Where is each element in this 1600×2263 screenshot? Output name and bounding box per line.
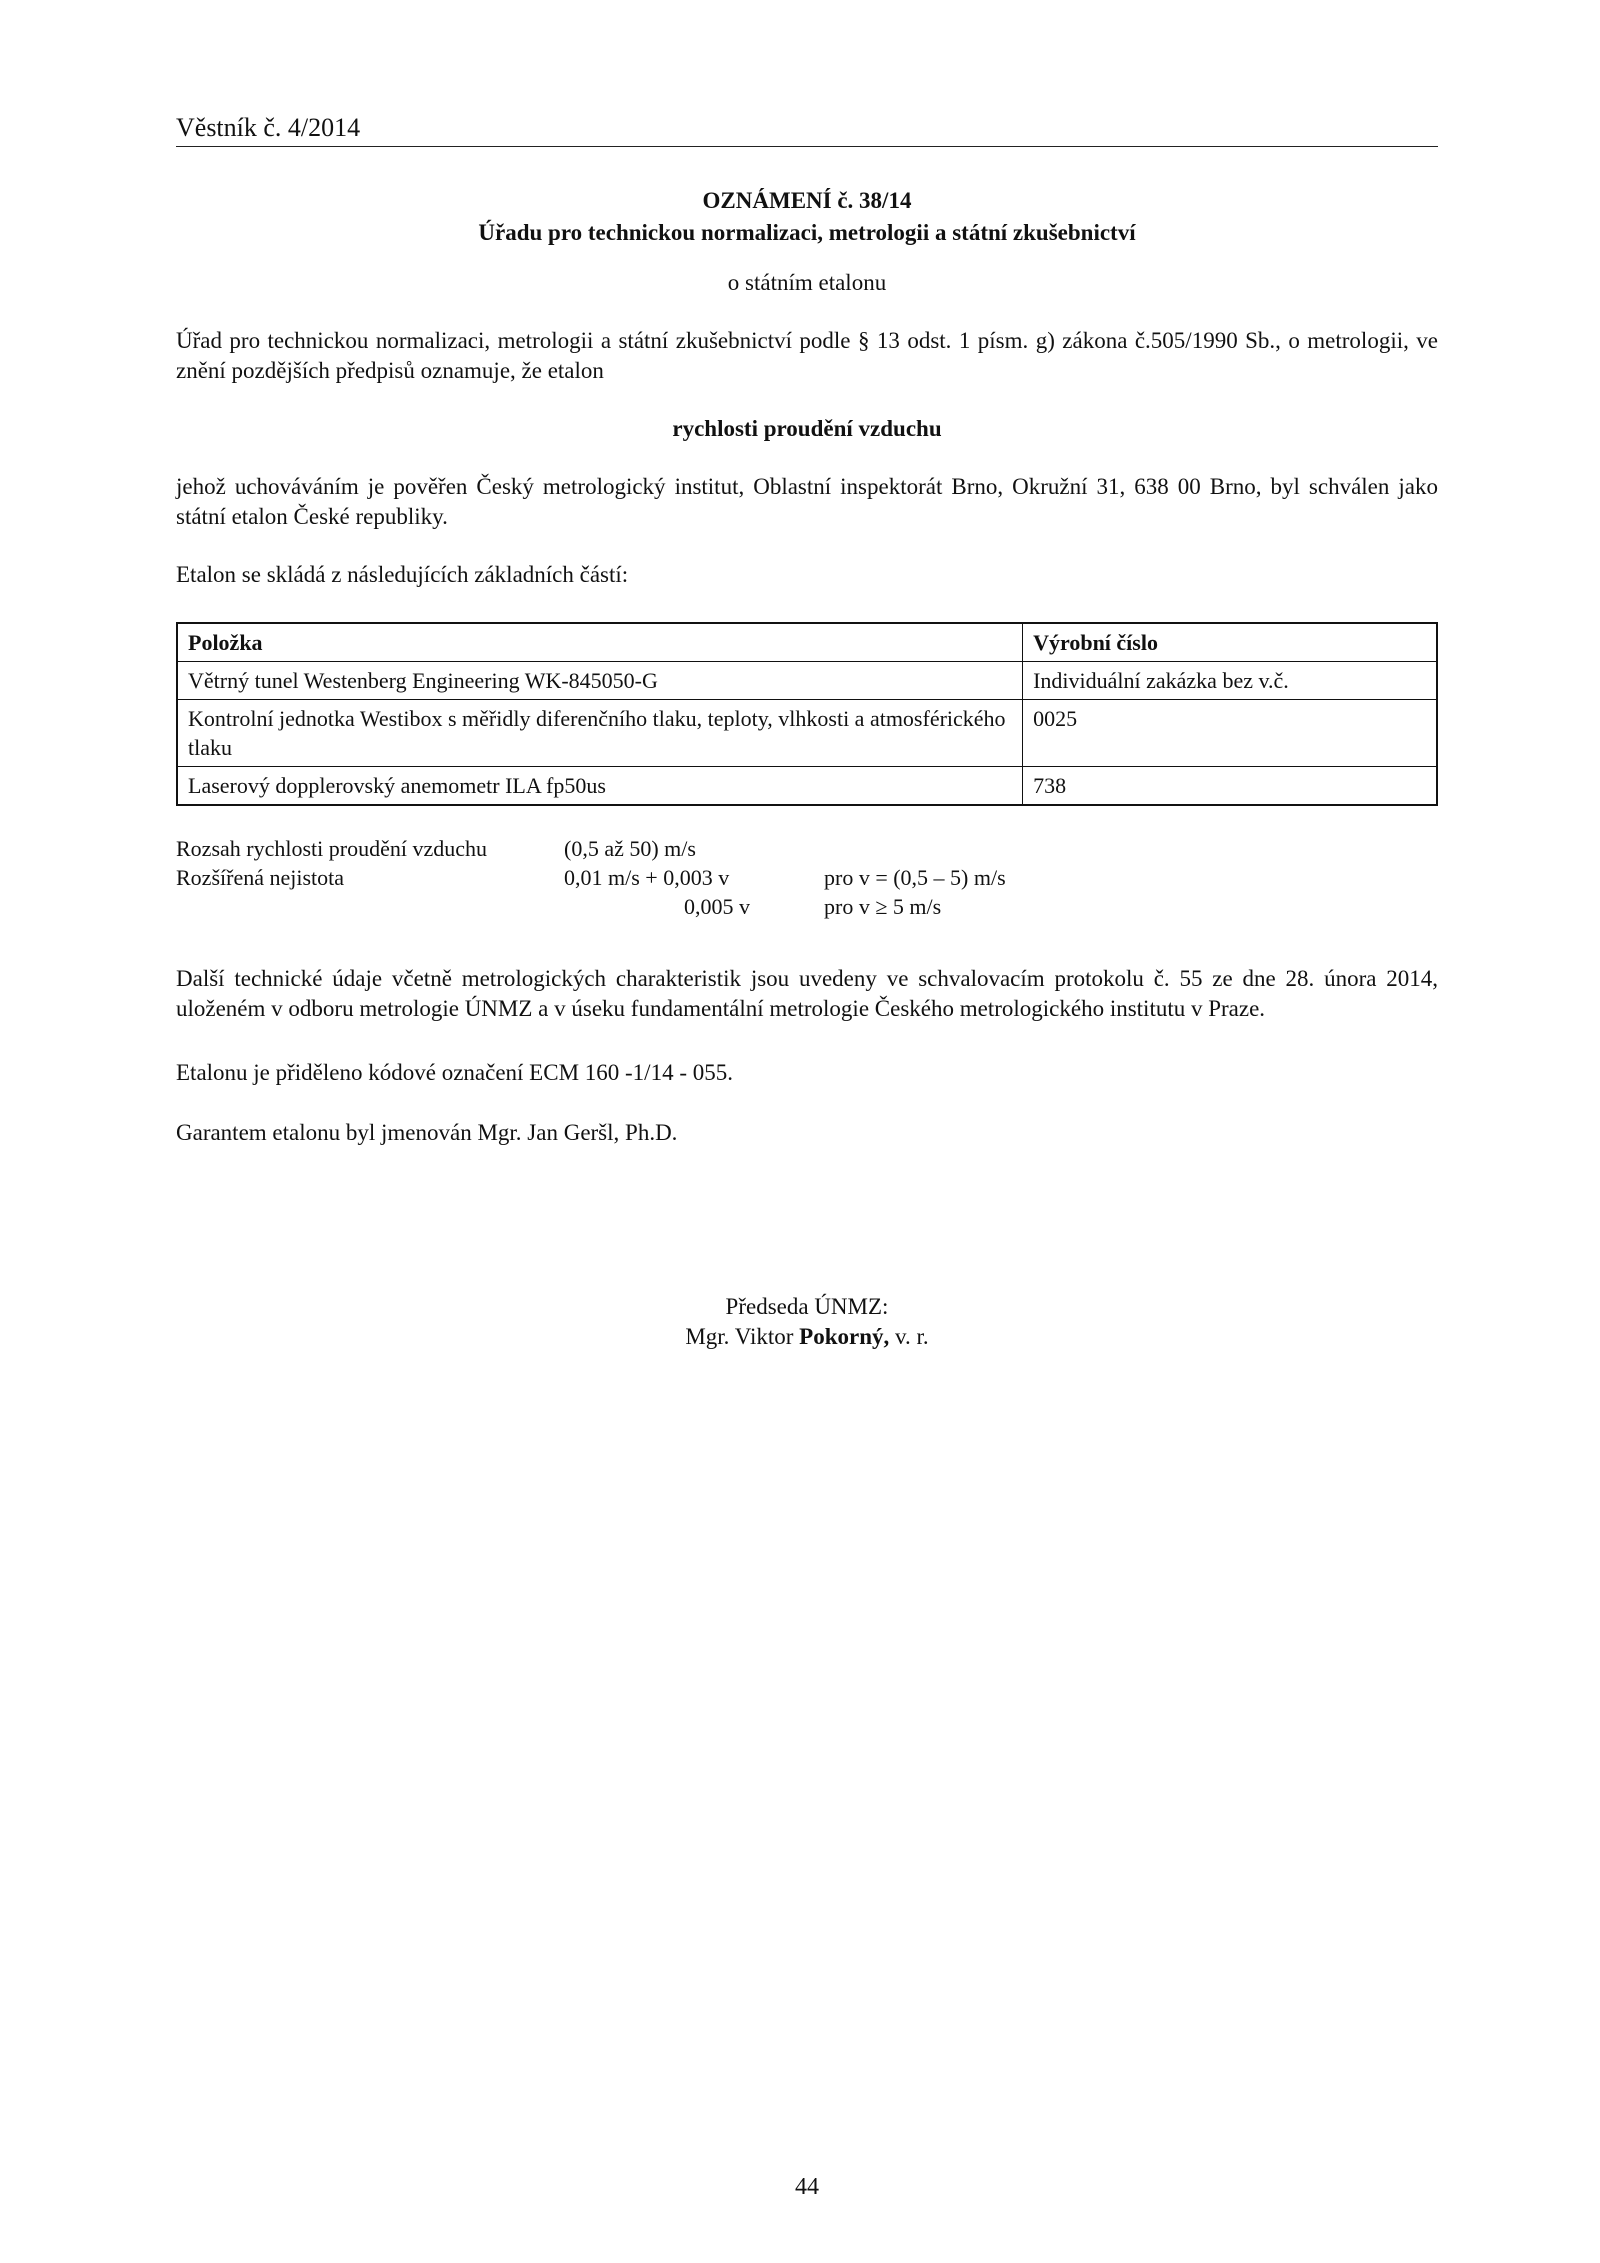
signatory-name-prefix: Mgr. Viktor (685, 1324, 800, 1349)
etalon-name: rychlosti proudění vzduchu (672, 416, 942, 441)
item-cell: Kontrolní jednotka Westibox s měřidly diferenčního tlaku, teploty, vlhkosti a atmosférického tlaku (177, 700, 1023, 767)
guarantor-paragraph: Garantem etalonu byl jmenován Mgr. Jan Geršl, Ph.D. (176, 1120, 678, 1145)
range-value: (0,5 až 50) m/s (564, 836, 696, 861)
uncertainty-condition-1: pro v = (0,5 – 5) m/s (824, 865, 1006, 890)
specifications (176, 834, 1438, 921)
parts-intro: Etalon se skládá z následujících základních částí: (176, 562, 629, 587)
uncertainty-value-2: 0,005 v (684, 894, 750, 919)
page-number: 44 (795, 2174, 819, 2200)
column-header-serial: Výrobní číslo (1023, 623, 1437, 662)
parts-table (176, 622, 1438, 806)
serial-cell: Individuální zakázka bez v.č. (1023, 662, 1437, 700)
further-data-paragraph: Další technické údaje včetně metrologických charakteristik jsou uvedeny ve schvalovacím protokolu č. 55 ze dne 28. února 2014, uloženém v odboru metrologie ÚNMZ a v úseku fundamentální metrologie Českého metrologického institutu v Praze. (176, 966, 1438, 1021)
intro-paragraph: Úřad pro technickou normalizaci, metrologii a státní zkušebnictví podle § 13 odst. 1 písm. g) zákona č.505/1990 Sb., o metrologii, ve znění pozdějších předpisů oznamuje, že etalon (176, 328, 1438, 383)
uncertainty-condition-2: pro v ≥ 5 m/s (824, 894, 942, 919)
uncertainty-label: Rozšířená nejistota (176, 865, 345, 890)
serial-cell: 0025 (1023, 700, 1437, 767)
range-label: Rozsah rychlosti proudění vzduchu (176, 836, 487, 861)
item-cell: Větrný tunel Westenberg Engineering WK-845050-G (177, 662, 1023, 700)
range-row (176, 834, 1438, 863)
item-cell: Laserový dopplerovský anemometr ILA fp50us (177, 767, 1023, 806)
document-page (176, 0, 1438, 2263)
running-header: Věstník č. 4/2014 (176, 113, 361, 142)
uncertainty-value-1: 0,01 m/s + 0,003 v (564, 865, 730, 890)
uncertainty-row-1 (176, 863, 1438, 892)
table-row (177, 767, 1437, 806)
signatory-role: Předseda ÚNMZ: (725, 1294, 889, 1319)
table-row (177, 700, 1437, 767)
signature-block (176, 1292, 1438, 1352)
column-header-item: Položka (177, 623, 1023, 662)
serial-cell: 738 (1023, 767, 1437, 806)
table-header-row (177, 623, 1437, 662)
announcement-issuer: Úřadu pro technickou normalizaci, metrologii a státní zkušebnictví (478, 220, 1136, 245)
signatory-suffix: v. r. (889, 1324, 929, 1349)
code-paragraph: Etalonu je přiděleno kódové označení ECM 160 -1/14 - 055. (176, 1060, 733, 1085)
custodian-paragraph: jehož uchováváním je pověřen Český metrologický institut, Oblastní inspektorát Brno, Okružní 31, 638 00 Brno, byl schválen jako státní etalon České republiky. (176, 474, 1438, 529)
announcement-title: OZNÁMENÍ č. 38/14 (702, 188, 912, 213)
header-rule (176, 146, 1438, 147)
table-row (177, 662, 1437, 700)
signatory-name-line (176, 1322, 1438, 1352)
signatory-surname: Pokorný, (799, 1324, 890, 1349)
uncertainty-row-2 (176, 892, 1438, 921)
announcement-topic: o státním etalonu (727, 270, 887, 295)
